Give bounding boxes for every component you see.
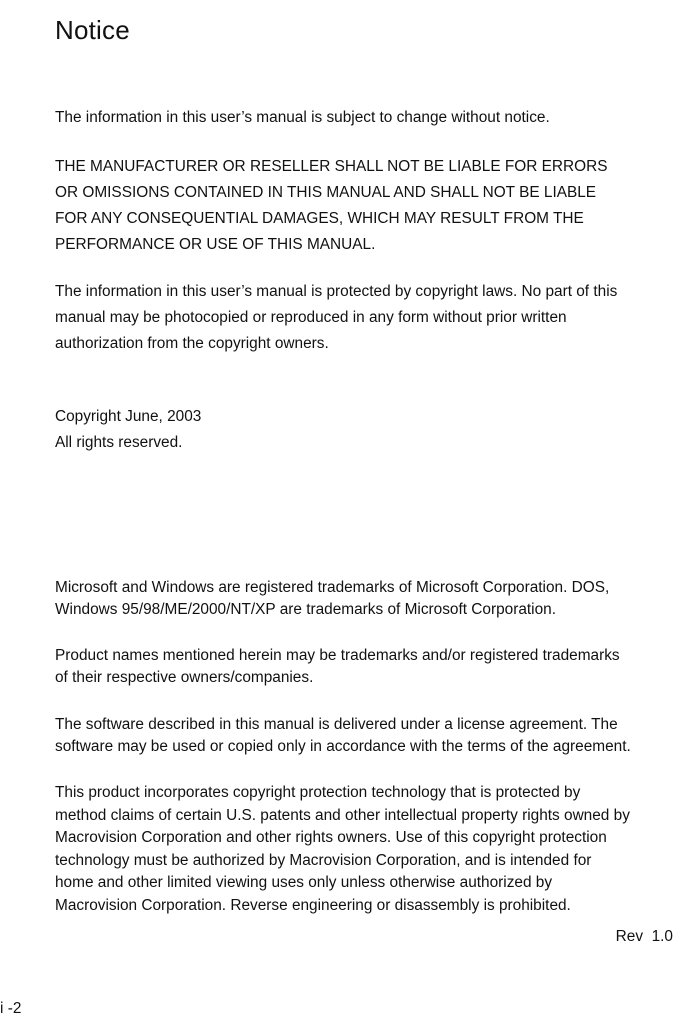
rights-reserved: All rights reserved. — [55, 434, 183, 451]
text-line: Macrovision Corporation and other rights owners. Use of this copyright protection — [55, 829, 607, 846]
change-notice-paragraph: The information in this user’s manual is subject to change without notice. — [55, 109, 550, 126]
text-line: FOR ANY CONSEQUENTIAL DAMAGES, WHICH MAY RESULT FROM THE — [55, 210, 584, 227]
macrovision-paragraph — [55, 782, 673, 917]
text-line: software may be used or copied only in accordance with the terms of the agreement. — [55, 738, 631, 755]
text-line: home and other limited viewing uses only unless otherwise authorized by — [55, 874, 553, 891]
revision-label: Rev 1.0 — [615, 928, 673, 945]
text-line: The information in this user’s manual is protected by copyright laws. No part of this — [55, 283, 618, 300]
text-line: Microsoft and Windows are registered trademarks of Microsoft Corporation. DOS, — [55, 579, 610, 596]
text-line: manual may be photocopied or reproduced in any form without prior written — [55, 309, 567, 326]
text-line: of their respective owners/companies. — [55, 669, 314, 686]
text-line: authorization from the copyright owners. — [55, 335, 329, 352]
text-line: This product incorporates copyright protection technology that is protected by — [55, 784, 581, 801]
copyright-statement — [55, 404, 673, 456]
text-line: The software described in this manual is delivered under a license agreement. The — [55, 716, 618, 733]
text-line: Macrovision Corporation. Reverse engineering or disassembly is prohibited. — [55, 896, 571, 914]
text-line: Product names mentioned herein may be trademarks and/or registered trademarks — [55, 647, 620, 664]
text-line: THE MANUFACTURER OR RESELLER SHALL NOT BE LIABLE FOR ERRORS — [55, 158, 608, 175]
trademarks-paragraph — [55, 577, 673, 621]
text-line: Windows 95/98/ME/2000/NT/XP are trademarks of Microsoft Corporation. — [55, 601, 556, 618]
product-names-paragraph — [55, 645, 673, 689]
text-line: PERFORMANCE OR USE OF THIS MANUAL. — [55, 236, 376, 253]
license-paragraph — [55, 714, 673, 758]
page-title: Notice — [55, 15, 130, 46]
copyright-date: Copyright June, 2003 — [55, 408, 202, 425]
liability-disclaimer-paragraph — [55, 154, 673, 258]
text-line: method claims of certain U.S. patents and other intellectual property rights owned by — [55, 806, 630, 824]
page-number: i -2 — [0, 1000, 22, 1017]
copyright-law-paragraph — [55, 279, 673, 357]
text-line: OR OMISSIONS CONTAINED IN THIS MANUAL AND SHALL NOT BE LIABLE — [55, 184, 597, 201]
text-line: technology must be authorized by Macrovision Corporation, and is intended for — [55, 851, 592, 869]
